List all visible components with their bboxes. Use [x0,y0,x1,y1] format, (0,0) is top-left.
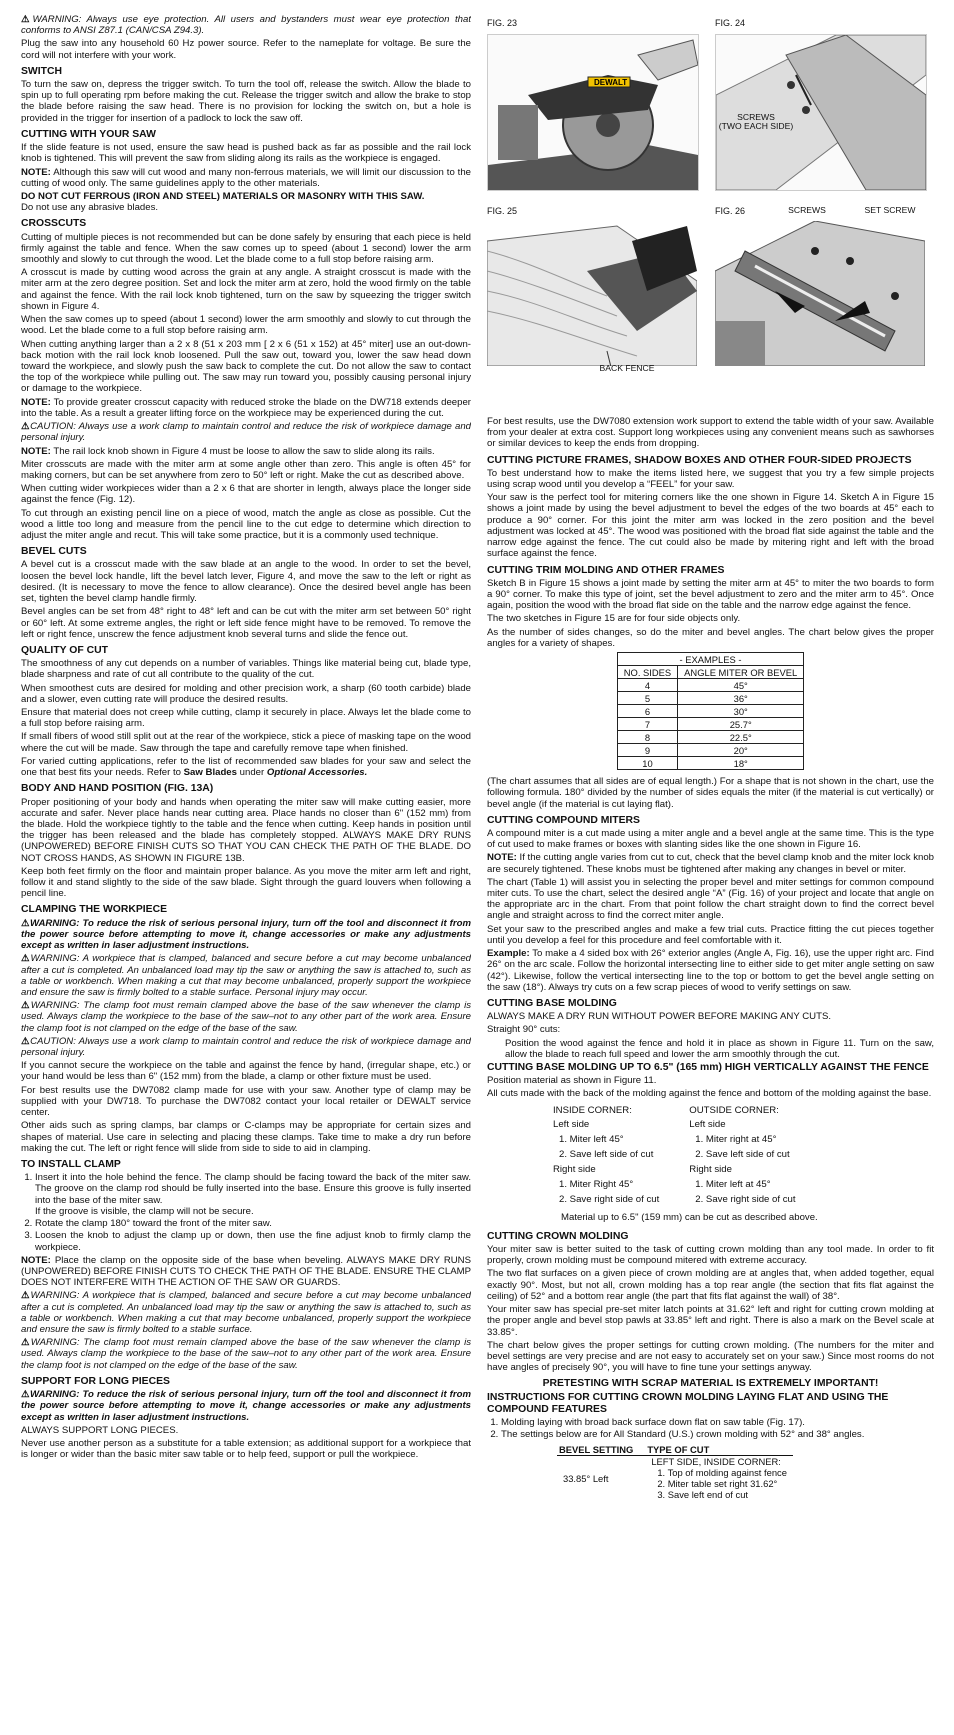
table-title: - EXAMPLES - [617,653,803,666]
table-header: TYPE OF CUT [645,1444,793,1456]
paragraph: If small fibers of wood still split out at the rear of the workpiece, stick a piece of masking tape on the wood where the cut will be made. Saw through the tape and carefully remove tape when finished. [21,731,471,754]
table-cell: LEFT SIDE, INSIDE CORNER: 1. Top of molding against fence 2. Miter table set right 31.62° 3. Save left end of cut [645,1456,793,1501]
table-cell: 6 [617,705,677,718]
section-heading: BODY AND HAND POSITION (FIG. 13A) [21,783,214,795]
table-cell: 36° [678,692,804,705]
fig24-label: FIG. 24 [715,18,746,28]
fig26-image [715,221,925,366]
section-heading: PRETESTING WITH SCRAP MATERIAL IS EXTREMELY IMPORTANT! [542,1378,879,1390]
bevel-settings-table [557,1444,793,1500]
list-item: 2. The settings below are for All Standard (U.S.) crown molding with 52° and 38° angles. [501,1429,934,1440]
fig23-label: FIG. 23 [487,18,518,28]
figures-area [487,14,934,416]
paragraph: The smoothness of any cut depends on a number of variables. Things like material being cut, blade type, blade sharpness and rate of cut all contribute to the quality of the cut. [21,658,471,681]
note: NOTE: If the cutting angle varies from cut to cut, check that the bevel clamp knob and the miter lock knob are securely tightened. These knobs must be tightened after making any changes in bevel or miter. [487,852,934,875]
table-cell: 25.7° [678,718,804,731]
paragraph: Miter crosscuts are made with the miter arm at some angle other than zero. This angle is often 45° for making corners, but can be set anywhere from zero to 50° left or right. Make the cut as described above. [21,458,471,481]
set-screw-label: SET SCREW [864,205,916,215]
table-cell: 18° [678,757,804,770]
section-heading: CUTTING TRIM MOLDING AND OTHER FRAMES [487,564,725,576]
left-column [21,14,471,1729]
table-cell: 4 [617,679,677,692]
note: NOTE: Place the clamp on the opposite side of the base when beveling. ALWAYS MAKE DRY RUNS (UNPOWERED) BEFORE FINISH CUTS TO CHECK THE PATH OF THE BLADE. ENSURE THE CLAMP DOES NOT INTERFERE WITH THE ACTION OF THE SAW OR GUARDS. [21,1254,471,1289]
section-heading: CUTTING BASE MOLDING UP TO 6.5" (165 mm) HIGH VERTICALLY AGAINST THE FENCE [487,1062,929,1073]
warning-eye-protection: ⚠WARNING: Always use eye protection. All users and bystanders must wear eye protection that conforms to ANSI Z87.1 (CAN/CSA Z94.3). [21,14,471,37]
caution: ⚠CAUTION: Always use a work clamp to maintain control and reduce the risk of workpiece damage and personal injury. [21,421,471,444]
paragraph: When cutting anything larger than a 2 x 8 (51 x 203 mm [ 2 x 6 (51 x 152) at 45° miter] use an out-down-back motion with the rail lock knob loosened. Pull the saw out, toward you, lower the saw head down toward the workpiece, and slowly push the saw back to complete the cut. Do not allow the saw to contact the top of the workpiece while pulling out. The saw may run toward you, possibly causing personal injury or damage to the workpiece. [21,338,471,395]
paragraph: Plug the saw into any household 60 Hz power source. Refer to the nameplate for voltage. Be sure the cord will not interfere with your work. [21,38,471,61]
paragraph: Do not use any abrasive blades. [21,202,159,214]
paragraph: Other aids such as spring clamps, bar clamps or C-clamps may be appropriate for certain sizes and shapes of material. Use care in selecting and placing these clamps. Take time to make a dry run before making the cut. The left or right fence will slide from side to side to aid in clamping. [21,1120,471,1154]
paragraph: As the number of sides changes, so do the miter and bevel angles. The chart below gives the proper angles for a variety of shapes. [487,626,934,649]
table-cell: 8 [617,731,677,744]
warning-icon: ⚠ [21,917,30,929]
outside-corner-list: OUTSIDE CORNER: Left side 1. Miter right at 45° 2. Save left side of cut Right side 1. Miter left at 45° 2. Save right side of cut [689,1104,796,1205]
install-steps [21,1172,471,1253]
paragraph: When the saw comes up to speed (about 1 second) lower the arm smoothly and slowly to cut through the wood. Let the blade come to a full stop before raising arm. [21,314,471,337]
paragraph: For varied cutting applications, refer to the list of recommended saw blades for your saw and select the one that best fits your needs. Refer to Saw Blades under Optional Accessories. [21,755,471,779]
paragraph: Ensure that material does not creep while cutting, clamp it securely in place. Always let the blade come to a full stop before raising arm. [21,707,471,730]
section-heading: CUTTING PICTURE FRAMES, SHADOW BOXES AND OTHER FOUR-SIDED PROJECTS [487,454,912,466]
section-heading: SUPPORT FOR LONG PIECES [21,1375,170,1387]
paragraph: DO NOT CUT FERROUS (IRON AND STEEL) MATERIALS OR MASONRY WITH THIS SAW. [21,190,425,202]
screws-two-each-side-label: SCREWS (TWO EACH SIDE) [718,112,794,132]
warning: ⚠WARNING: To reduce the risk of serious personal injury, turn off the tool and disconnect it from the power source before attempting to move it, change accessories or make any adjustments except as written in laser adjustment instructions. [21,1389,471,1423]
paragraph: The chart below gives the proper settings for cutting crown molding. (The numbers for the miter and bevel settings are very precise and are not easy to accurately set on your saw.) Since most rooms do not have angles of precisely 90°, you will have to fine tune your settings anyway. [487,1339,934,1374]
back-fence-label: BACK FENCE [599,363,655,373]
warning-icon: ⚠ [21,1290,31,1302]
list-item: 3. Loosen the knob to adjust the clamp up or down, then use the fine adjust knob to firmly clamp the workpiece. [35,1230,471,1252]
paragraph: Never use another person as a substitute for a table extension; as additional support for a workpiece that is longer or wider than the basic miter saw table or to help feed, support or pull the workpiece. [21,1437,471,1461]
fig23-image [487,34,699,191]
list-item: 1. Molding laying with broad back surface down flat on saw table (Fig. 17). [501,1417,934,1428]
table-header: ANGLE MITER OR BEVEL [678,666,804,679]
table-cell: 33.85° Left [557,1456,645,1501]
paragraph: Your saw is the perfect tool for mitering corners like the one shown in Figure 14. Sketch A in Figure 15 shows a joint made by using the bevel adjustment to bevel the edges of the two boards at 45° each to produce a 90° corner. For this joint the miter arm was locked in the zero position and the bevel adjustment was locked at 45°. The wood was positioned with the broad flat side against the table and the narrow edge against the fence. The cut could also be made by mitering right and left with the broad surface against the fence. [487,492,934,560]
table-header: BEVEL SETTING [557,1444,645,1456]
crown-steps [487,1417,934,1440]
note: NOTE: To provide greater crosscut capacity with reduced stroke the blade on the DW718 extends deeper into the table. As a result a greater lifting force on the workpiece may be experienced during the cut. [21,396,471,419]
warning: ⚠WARNING: A workpiece that is clamped, balanced and secure before a cut may become unbalanced after a cut is completed. An unbalanced load may tip the saw or anything the saw is attached to, such as a table or workbench. When making a cut that may become unbalanced, properly support the workpiece and ensure the saw is firmly bolted to a stable surface. Personal injury may occur. [21,953,471,998]
paragraph: Cutting of multiple pieces is not recommended but can be done safely by ensuring that each piece is held firmly against the table and fence. When the saw comes up to speed (about 1 second) lower the arm smoothly and slowly to cut through the wood. Let the blade come to a full stop before raising arm. [21,231,471,266]
paragraph: (The chart assumes that all sides are of equal length.) For a shape that is not shown in the chart, use the following formula. 180° divided by the number of sides equals the miter (if the material is cut vertically) or bevel angle (if the material is cut laying flat). [487,776,934,810]
paragraph: For best results, use the DW7080 extension work support to extend the table width of your saw. Available from your dealer at extra cost. Support long workpieces using any convenient means such as sawhorses or similar devices to keep the ends from dropping. [487,416,934,450]
fig26-label: FIG. 26 [715,206,746,216]
paragraph: Position the wood against the fence and hold it in place as shown in Figure 11. Turn on the saw, allow the blade to reach full speed and lower the arm smoothly through the cut. [505,1037,934,1060]
caution: ⚠CAUTION: Always use a work clamp to maintain control and reduce the risk of workpiece damage and personal injury. [21,1035,471,1059]
table-cell: 20° [678,744,804,757]
warning: ⚠WARNING: To reduce the risk of serious personal injury, turn off the tool and disconnect it from the power source before attempting to move it, change accessories or make any adjustments except as written in laser adjustment instructions. [21,917,471,952]
table-row [617,679,803,692]
warning-icon: ⚠ [21,1337,31,1349]
paragraph: The two sketches in Figure 15 are for four side objects only. [487,613,741,625]
paragraph: ALWAYS MAKE A DRY RUN WITHOUT POWER BEFORE MAKING ANY CUTS. [487,1011,832,1023]
fig24-image [715,34,927,191]
paragraph: If you cannot secure the workpiece on the table and against the fence by hand, (irregular shape, etc.) or your hand would be less than 6" (152 mm) from the blade, a clamp or other fixture must be used. [21,1060,471,1083]
paragraph: Keep both feet firmly on the floor and maintain proper balance. As you move the miter arm left and right, follow it and stand slightly to the side of the saw blade. Sight through the guard louvers when following a pencil line. [21,865,471,900]
table-row [617,705,803,718]
note: NOTE: Although this saw will cut wood and many non-ferrous materials, we will limit our discussion to the cutting of wood only. The same guidelines apply to the other materials. [21,166,471,189]
paragraph: When cutting wider workpieces wider than a 2 x 6 that are shorter in length, always place the longer side against the fence (Fig. 12). [21,483,471,506]
table-row [617,718,803,731]
section-heading: CUTTING COMPOUND MITERS [487,814,640,826]
section-heading: CUTTING CROWN MOLDING [487,1230,629,1242]
table-cell: 7 [617,718,677,731]
paragraph: All cuts made with the back of the molding against the fence and bottom of the molding against the base. [487,1088,932,1100]
paragraph: Straight 90° cuts: [487,1024,561,1036]
paragraph: Your miter saw is better suited to the task of cutting crown molding than any tool made. In order to fit properly, crown molding must be compound mitered with extreme accuracy. [487,1244,934,1267]
paragraph: Position material as shown in Figure 11. [487,1075,657,1087]
fig25-image [487,221,697,366]
paragraph: A compound miter is a cut made using a miter angle and a bevel angle at the same time. This is the type of cut used to make frames or boxes with slanting sides like the one shown in Figure 16. [487,827,934,851]
paragraph: Sketch B in Figure 15 shows a joint made by setting the miter arm at 45° to miter the two boards to form a 90° corner. To make this type of joint, set the bevel adjustment to zero and the miter arm to 45°. Once again, position the wood with the broad flat side on the table and the narrow edge against the fence. [487,577,934,612]
paragraph: When smoothest cuts are desired for molding and other precision work, a sharp (60 tooth carbide) blade and a slower, even cutting rate will produce the desired results. [21,682,471,705]
table-header: NO. SIDES [617,666,677,679]
warning-icon: ⚠ [21,421,31,433]
paragraph: For best results use the DW7082 clamp made for use with your saw. Another type of clamp may be supplied with your DW718. To purchase the DW7082 contact your local retailer or DEWALT service center. [21,1084,471,1119]
paragraph: Your miter saw has special pre-set miter latch points at 31.62° left and right for cutting crown molding at the proper angle and bevel stop pawls at 33.85° left and right. There is also a mark on the Bevel scale at 33.85°. [487,1304,934,1338]
table-cell: 5 [617,692,677,705]
warning-icon: ⚠ [21,1000,31,1012]
table-row [617,744,803,757]
section-heading: SWITCH [21,65,62,77]
screws-label: SCREWS [788,205,826,215]
list-item: 2. Rotate the clamp 180° toward the front of the miter saw. [35,1218,471,1229]
paragraph: If the slide feature is not used, ensure the saw head is pushed back as far as possible and the rail lock knob is tightened. This will prevent the saw from sliding along its rails as the workpiece is engaged. [21,142,471,165]
paragraph: Set your saw to the prescribed angles and make a few trial cuts. Practice fitting the cut pieces together until you develop a feel for this procedure and feel comfortable with it. [487,923,934,946]
section-heading: TO INSTALL CLAMP [21,1159,121,1171]
paragraph: The two flat surfaces on a given piece of crown molding are at angles that, when added together, equal exactly 90°. Most, but not all, crown molding has a top rear angle (the section that fits flat against the ceiling) of 52° and a bottom rear angle (the part that fits flat against the wall) of 38°. [487,1268,934,1302]
table-cell: 45° [678,679,804,692]
paragraph: To turn the saw on, depress the trigger switch. To turn the tool off, release the switch. Allow the blade to spin up to full operating rpm before making the cut. Release the trigger switch and allow the brake to stop the blade before raising the saw head. There is no provision for locking the switch on, but a hole is provided in the trigger for insertion of a padlock to lock the saw off. [21,79,471,124]
examples-table [617,652,804,770]
paragraph: Material up to 6.5" (159 mm) can be cut as described above. [561,1211,818,1223]
table-row [617,757,803,770]
section-heading: QUALITY OF CUT [21,644,108,656]
section-heading: BEVEL CUTS [21,546,87,558]
section-heading: CROSSCUTS [21,218,87,230]
section-heading: INSTRUCTIONS FOR CUTTING CROWN MOLDING LAYING FLAT AND USING THE COMPOUND FEATURES [487,1391,889,1415]
paragraph: Proper positioning of your body and hands when operating the miter saw will make cutting easier, more accurate and safer. Never place hands near cutting area. Place hands no closer than 6" (152 mm) from the blade. Hold the workpiece tightly to the table and the fence when cutting. Keep hands in position until the trigger has been released and the blade has completely stopped. ALWAYS MAKE DRY RUNS (UNPOWERED) BEFORE FINISH CUTS SO THAT YOU CAN CHECK THE PATH OF THE BLADE. DO NOT CROSS HANDS, AS SHOWN IN FIGURE 13B. [21,796,471,864]
section-heading: CLAMPING THE WORKPIECE [21,904,168,916]
table-cell: 30° [678,705,804,718]
table-row [617,731,803,744]
dewalt-logo: DEWALT [594,78,628,87]
note: NOTE: The rail lock knob shown in Figure 4 must be loose to allow the saw to slide along its rails. [21,445,435,457]
warning: ⚠WARNING: The clamp foot must remain clamped above the base of the saw whenever the clamp is used. Always clamp the workpiece to the base of the saw–not to any other part of the work area. Ensure the clamp foot is not clamped on the edge of the base of the saw. [21,1000,471,1034]
warning: ⚠WARNING: A workpiece that is clamped, balanced and secure before a cut may become unbalanced after a cut is completed. An unbalanced load may tip the saw or anything the saw is attached to, such as a table or workbench. When making a cut that may become unbalanced, properly support the workpiece and ensure the saw is firmly bolted to a stable surface. [21,1290,471,1336]
paragraph: To best understand how to make the items listed here, we suggest that you try a few simple projects using scrap wood until you develop a “FEEL” for your saw. [487,467,934,491]
table-row [617,692,803,705]
paragraph: Bevel angles can be set from 48° right to 48° left and can be cut with the miter arm set between 50° right or 60° left. At some extreme angles, the right or left side fence might have to be removed. To remove the left or right fence, unscrew the fence adjustment knob several turns and slide the fence out. [21,606,471,640]
paragraph: A crosscut is made by cutting wood across the grain at any angle. A straight crosscut is made with the miter arm at the zero degree position. Set and lock the miter arm at zero, hold the wood firmly on the table and against the fence. With the rail lock knob tightened, turn on the saw by squeezing the trigger switch shown in Figure 4. [21,267,471,312]
paragraph: Example: To make a 4 sided box with 26° exterior angles (Angle A, Fig. 16), use the upper right arc. Find 26° on the arc scale. Follow the horizontal intersecting line to either side to get miter angle setting on saw (42°). Likewise, follow the vertical intersecting line to the top or bottom to get the bevel angle setting on the saw (18°). Always try cuts on a few scrap pieces of wood to verify settings on saw. [487,948,934,993]
warning-icon: ⚠ [21,1035,31,1047]
paragraph: ALWAYS SUPPORT LONG PIECES. [21,1424,179,1436]
table-cell: 9 [617,744,677,757]
corner-instructions [553,1104,934,1208]
warning-icon: ⚠ [21,14,33,25]
paragraph: The chart (Table 1) will assist you in selecting the proper bevel and miter settings for common compound miter cuts. To use the chart, select the desired angle “A” (Fig. 16) of your project and locate that angle on the appropriate arc in the chart. From that point follow the chart straight down to find the correct bevel angle and straight across to find the correct miter angle. [487,876,934,922]
inside-corner-list: INSIDE CORNER: Left side 1. Miter left 45° 2. Save left side of cut Right side 1. Miter Right 45° 2. Save right side of cut [553,1104,660,1205]
warning-icon: ⚠ [21,953,31,965]
list-item: 1. Insert it into the hole behind the fence. The clamp should be facing toward the back of the miter saw. The groove on the clamp rod should be fully inserted into the base. Ensure this groove is fully inserted into the base of the miter saw. If the groove is visible, the clamp will not be secure. [35,1172,471,1217]
fig25-label: FIG. 25 [487,206,518,216]
right-column [487,14,934,1729]
table-cell: 10 [617,757,677,770]
section-heading: CUTTING WITH YOUR SAW [21,128,156,140]
section-heading: CUTTING BASE MOLDING [487,997,617,1009]
paragraph: To cut through an existing pencil line on a piece of wood, match the angle as close as possible. Cut the wood a little too long and measure from the pencil line to the cut edge to determine which direction to adjust the miter angle and recut. This will take some practice, but it is a commonly used technique. [21,507,471,542]
paragraph: A bevel cut is a crosscut made with the saw blade at an angle to the wood. In order to set the bevel, loosen the bevel lock handle, lift the bevel latch lever, Figure 4, and move the saw to the left or right as desired. (It is necessary to move the fence to allow clearance). Once the desired bevel angle has been set, tighten the bevel clamp handle firmly. [21,559,471,605]
table-cell: 22.5° [678,731,804,744]
warning-icon: ⚠ [21,1389,30,1401]
warning: ⚠WARNING: The clamp foot must remain clamped above the base of the saw whenever the clamp is used. Always clamp the workpiece to the base of the saw–not to any other part of the work area. Ensure the clamp foot is not clamped on the edge of the base of the saw. [21,1337,471,1371]
